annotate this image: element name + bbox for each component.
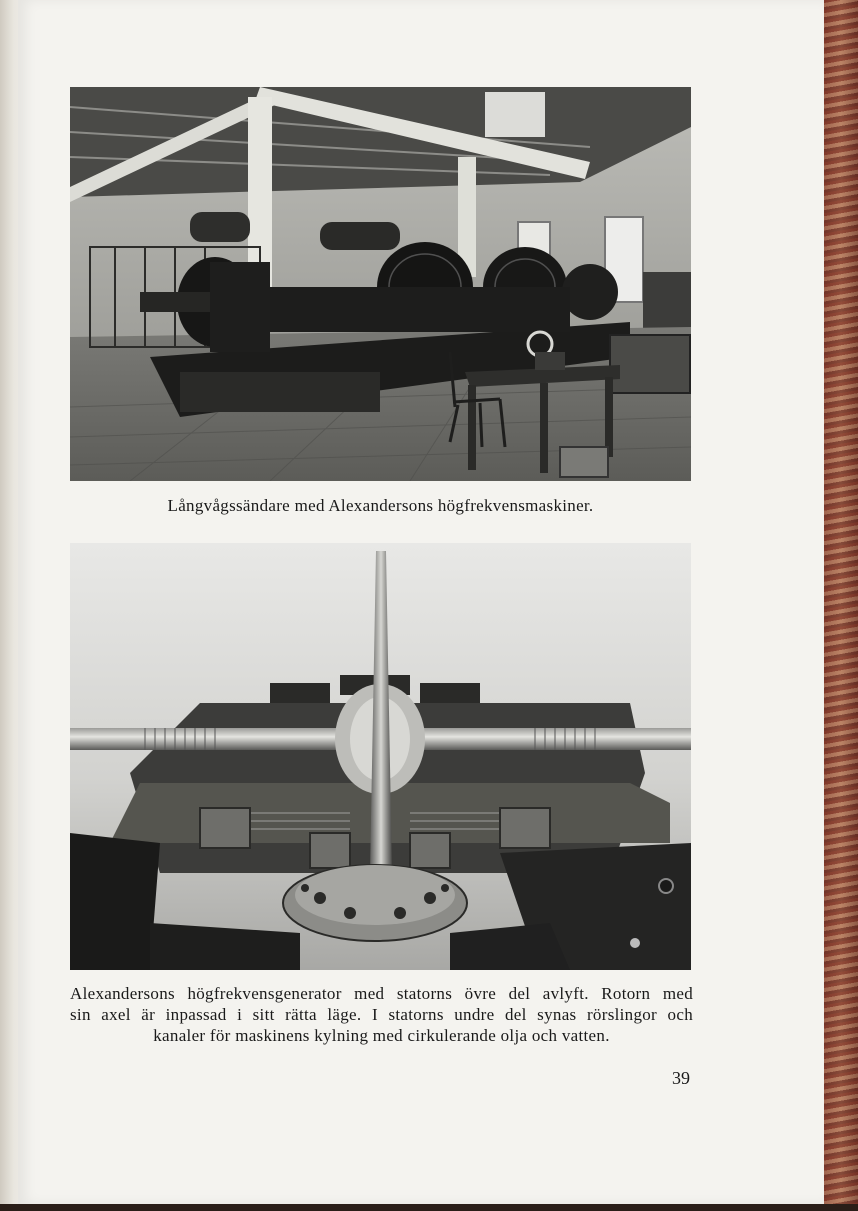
bottom-edge — [0, 1204, 858, 1211]
photo-transmitter-hall — [70, 87, 691, 481]
caption-generator-rotor — [70, 983, 693, 1046]
caption-transmitter-hall: Långvågssändare med Alexandersons högfrekvensmaskiner. — [167, 496, 594, 515]
page-number: 39 — [672, 1068, 690, 1088]
book-cover-edge — [824, 0, 858, 1211]
photo-generator-rotor — [70, 543, 691, 970]
caption-line: sin axel är inpassad i sitt rätta läge. I statorns undre del synas rörslingor och — [70, 1005, 693, 1024]
caption-line: Alexandersons högfrekvensgenerator med statorns övre del avlyft. Rotorn med — [70, 984, 693, 1003]
caption-line: kanaler för maskinens kylning med cirkulerande olja och vatten. — [153, 1026, 610, 1045]
